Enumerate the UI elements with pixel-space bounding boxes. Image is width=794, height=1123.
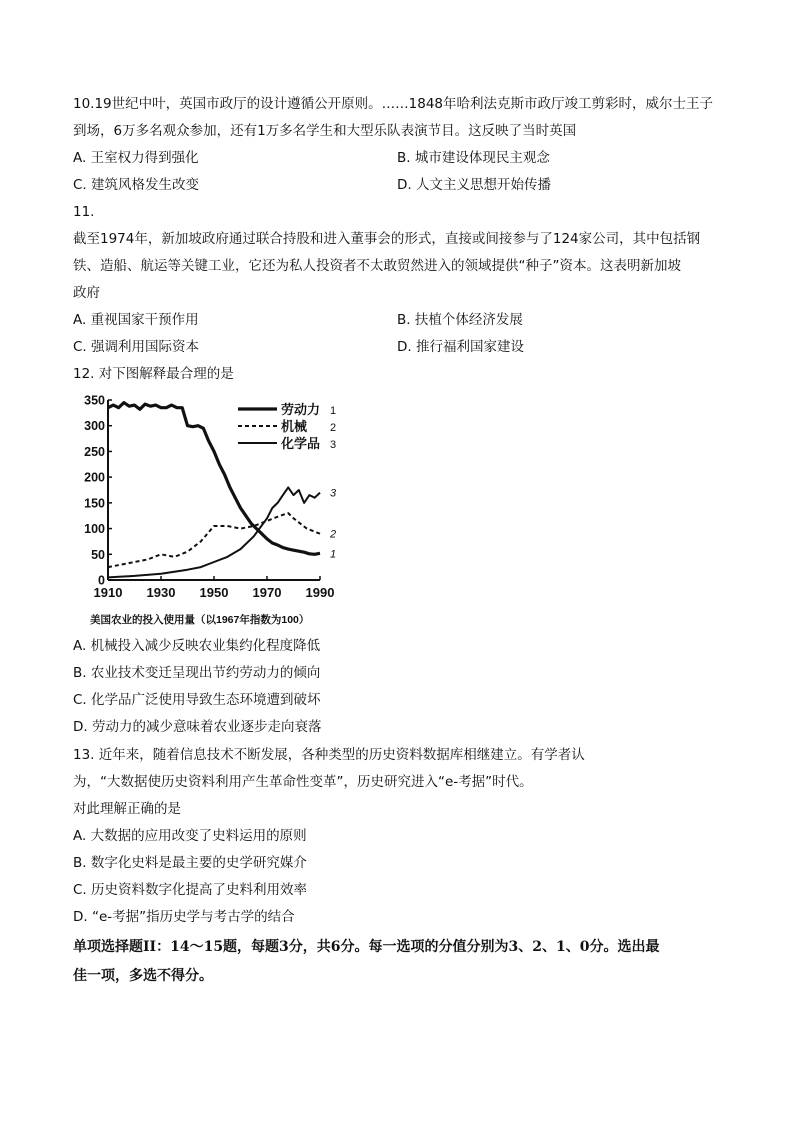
- legend-number: 3: [330, 439, 337, 451]
- x-tick-label: 1950: [199, 585, 229, 600]
- section-heading-line2: 佳一项，多选不得分。: [73, 968, 213, 984]
- q13-option-c: C. 历史资料数字化提高了史料利用效率: [73, 882, 308, 898]
- q13-option-d: D. “e-考据”指历史学与考古学的结合: [73, 909, 295, 925]
- q13-stem-line1: 13. 近年来，随着信息技术不断发展，各种类型的历史资料数据库相继建立。有学者认: [73, 747, 585, 763]
- y-tick-label: 50: [91, 547, 105, 562]
- y-tick-label: 300: [84, 419, 105, 434]
- q10-option-d: D. 人文主义思想开始传播: [397, 177, 551, 193]
- q10-stem-line1: 10.19世纪中叶，英国市政厅的设计遵循公开原则。……1848年哈利法克斯市政厅竣工剪彩时，威尔士王子: [73, 96, 714, 112]
- series-end-label: 1: [330, 548, 337, 561]
- q12-option-c: C. 化学品广泛使用导致生态环境遭到破坏: [73, 692, 321, 708]
- q11-stem-line2: 铁、造船、航运等关键工业，它还为私人投资者不太敢贸然进入的领域提供“种子”资本。这表明新加坡: [73, 258, 681, 274]
- series-end-label: 2: [330, 528, 337, 541]
- q12-option-b: B. 农业技术变迁呈现出节约劳动力的倾向: [73, 665, 321, 681]
- agri-input-chart: [80, 392, 350, 632]
- x-tick-label: 1930: [146, 585, 176, 600]
- y-tick-label: 250: [84, 444, 105, 459]
- q11-stem-line1: 截至1974年，新加坡政府通过联合持股和进入董事会的形式，直接或间接参与了124家公司，其中包括钢: [73, 231, 701, 247]
- series-line-3: [108, 487, 320, 577]
- q12-stem: 12. 对下图解释最合理的是: [73, 366, 234, 382]
- y-tick-label: 350: [84, 393, 105, 408]
- q12-option-a: A. 机械投入减少反映农业集约化程度降低: [73, 638, 321, 654]
- series-end-label: 3: [330, 487, 337, 500]
- q10-option-a: A. 王室权力得到强化: [73, 150, 199, 166]
- q11-option-d: D. 推行福利国家建设: [397, 339, 524, 355]
- y-tick-label: 100: [84, 522, 105, 537]
- chart-title: 美国农业的投入使用量（以1967年指数为100）: [90, 614, 310, 626]
- legend-label: 化学品: [281, 436, 321, 451]
- q11-option-b: B. 扶植个体经济发展: [397, 312, 523, 328]
- q10-stem-line2: 到场，6万多名观众参加，还有1万多名学生和大型乐队表演节目。这反映了当时英国: [73, 123, 577, 139]
- x-tick-label: 1970: [252, 585, 282, 600]
- series-line-2: [108, 513, 320, 567]
- q13-option-b: B. 数字化史料是最主要的史学研究媒介: [73, 855, 307, 871]
- q13-option-a: A. 大数据的应用改变了史料运用的原则: [73, 828, 307, 844]
- x-tick-label: 1990: [305, 585, 335, 600]
- q11-option-c: C. 强调利用国际资本: [73, 339, 200, 355]
- q11-number: 11.: [73, 204, 95, 220]
- y-tick-label: 0: [98, 573, 105, 588]
- q13-stem-line2: 为，“大数据使历史资料利用产生革命性变革”，历史研究进入“e-考据”时代。: [73, 774, 533, 790]
- q10-option-b: B. 城市建设体现民主观念: [397, 150, 550, 166]
- q10-option-c: C. 建筑风格发生改变: [73, 177, 200, 193]
- x-tick-label: 1910: [93, 585, 123, 600]
- legend-label: 机械: [281, 419, 308, 434]
- q12-option-d: D. 劳动力的减少意味着农业逐步走向衰落: [73, 719, 322, 735]
- q13-stem-line3: 对此理解正确的是: [73, 801, 181, 817]
- legend-label: 劳动力: [281, 402, 321, 417]
- q11-option-a: A. 重视国家干预作用: [73, 312, 199, 328]
- y-tick-label: 150: [84, 496, 105, 511]
- chart-legend: [238, 402, 336, 451]
- legend-number: 2: [330, 422, 337, 434]
- section-heading-line1: 单项选择题II：14～15题，每题3分，共6分。每一选项的分值分别为3、2、1、0分。选出最: [73, 939, 660, 955]
- legend-number: 1: [330, 405, 337, 417]
- q11-stem-line3: 政府: [73, 285, 100, 301]
- y-tick-label: 200: [84, 470, 105, 485]
